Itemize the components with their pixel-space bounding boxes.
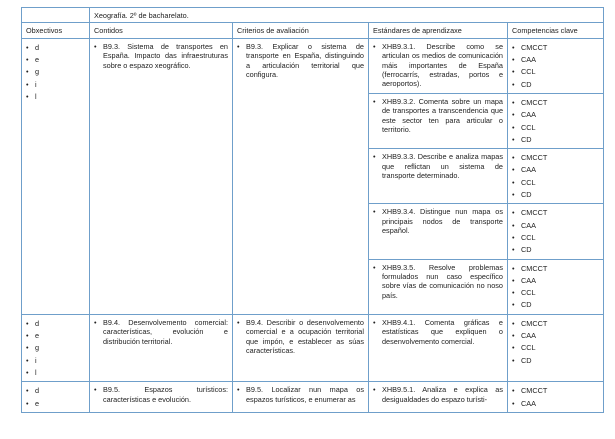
competencia-item: • CMCCT bbox=[512, 152, 599, 164]
competencia-item: • CMCCT bbox=[512, 207, 599, 219]
header-contidos: Contidos bbox=[90, 23, 233, 38]
competencia-item: • CMCCT bbox=[512, 97, 599, 109]
competencias-list bbox=[512, 318, 599, 367]
standard-cell bbox=[369, 259, 508, 314]
competencia-item: • CMCCT bbox=[512, 42, 599, 54]
contido-text: • B9.4. Desenvolvemento comercial: características, evolución e distribución territorial. bbox=[94, 318, 228, 346]
table-row bbox=[22, 314, 604, 381]
title-corner-cell bbox=[22, 8, 90, 23]
criterio-cell bbox=[233, 314, 369, 381]
competencia-item: • CAA bbox=[512, 164, 599, 176]
obxectivos-cell bbox=[22, 38, 90, 314]
standard-text: • XHB9.3.5. Resolve problemas formulados nun caso específico sobre vías de comunicación no noso país. bbox=[373, 263, 503, 301]
obxectivos-list bbox=[26, 318, 85, 379]
contido-text: • B9.3. Sistema de transportes en España. Impacto das infraestruturas sobre o espazo xeográfico. bbox=[94, 42, 228, 70]
competencia-item: • CAA bbox=[512, 398, 599, 410]
table-title: Xeografía. 2º de bacharelato. bbox=[90, 8, 604, 23]
competencia-item: • CD bbox=[512, 244, 599, 256]
obxectivo-item: • d bbox=[26, 385, 85, 397]
competencias-list bbox=[512, 42, 599, 91]
contido-cell bbox=[90, 38, 233, 314]
competencia-item: • CD bbox=[512, 79, 599, 91]
obxectivo-item: • e bbox=[26, 54, 85, 66]
obxectivos-cell bbox=[22, 314, 90, 381]
competencia-item: • CAA bbox=[512, 330, 599, 342]
obxectivo-item: • d bbox=[26, 318, 85, 330]
competencia-item: • CCL bbox=[512, 287, 599, 299]
standard-cell bbox=[369, 204, 508, 259]
competencias-cell bbox=[508, 204, 604, 259]
table-row bbox=[22, 382, 604, 413]
competencias-cell bbox=[508, 149, 604, 204]
competencias-list bbox=[512, 152, 599, 201]
title-row bbox=[22, 8, 604, 23]
obxectivo-item: • i bbox=[26, 79, 85, 91]
standard-cell bbox=[369, 314, 508, 381]
standard-text: • XHB9.3.1. Describe como se articulan os medios de comunicación máis importantes de España (ferrocarrís, estradas, portos e aeroportos). bbox=[373, 42, 503, 89]
criterio-text: • B9.3. Explicar o sistema de transporte en España, distinguindo a articulación territorial que configura. bbox=[237, 42, 364, 80]
competencia-item: • CCL bbox=[512, 232, 599, 244]
competencia-item: • CMCCT bbox=[512, 263, 599, 275]
competencia-item: • CMCCT bbox=[512, 318, 599, 330]
standard-text: • XHB9.3.4. Distingue nun mapa os principais nodos de transporte español. bbox=[373, 207, 503, 235]
obxectivos-list bbox=[26, 42, 85, 103]
competencias-list bbox=[512, 207, 599, 256]
competencias-list bbox=[512, 385, 599, 410]
competencia-item: • CD bbox=[512, 189, 599, 201]
obxectivo-item: • g bbox=[26, 66, 85, 78]
criterio-cell bbox=[233, 38, 369, 314]
standard-text: • XHB9.5.1. Analiza e explica as desigualdades do espazo turísti- bbox=[373, 385, 503, 404]
curriculum-table bbox=[21, 7, 604, 413]
competencia-item: • CCL bbox=[512, 122, 599, 134]
obxectivo-item: • l bbox=[26, 367, 85, 379]
criterio-cell bbox=[233, 382, 369, 413]
header-competencias: Competencias clave bbox=[508, 23, 604, 38]
competencia-item: • CAA bbox=[512, 275, 599, 287]
standard-text: • XHB9.4.1. Comenta gráficas e estatísticas que expliquen o desenvolvemento comercial. bbox=[373, 318, 503, 346]
competencia-item: • CAA bbox=[512, 220, 599, 232]
obxectivo-item: • l bbox=[26, 91, 85, 103]
header-obxectivos: Obxectivos bbox=[22, 23, 90, 38]
competencias-cell bbox=[508, 38, 604, 93]
competencias-cell bbox=[508, 382, 604, 413]
table-row bbox=[22, 38, 604, 93]
header-row bbox=[22, 23, 604, 38]
competencia-item: • CCL bbox=[512, 342, 599, 354]
obxectivo-item: • i bbox=[26, 355, 85, 367]
standard-cell bbox=[369, 94, 508, 149]
competencias-cell bbox=[508, 94, 604, 149]
contido-cell bbox=[90, 314, 233, 381]
standard-text: • XHB9.3.3. Describe e analiza mapas que reflictan un sistema de transporte determinado. bbox=[373, 152, 503, 180]
criterio-text: • B9.5. Localizar nun mapa os espazos turísticos, e enumerar as bbox=[237, 385, 364, 404]
competencia-item: • CCL bbox=[512, 66, 599, 78]
competencia-item: • CD bbox=[512, 134, 599, 146]
standard-text: • XHB9.3.2. Comenta sobre un mapa de transportes a transcendencia que este sector ten para articular o territorio. bbox=[373, 97, 503, 135]
criterio-text: • B9.4. Describir o desenvolvemento comercial e a ocupación territorial que impón, e establecer as súas características. bbox=[237, 318, 364, 356]
contido-text: • B9.5. Espazos turísticos: características e evolución. bbox=[94, 385, 228, 404]
competencia-item: • CCL bbox=[512, 177, 599, 189]
competencia-item: • CD bbox=[512, 299, 599, 311]
header-criterios: Criterios de avaliación bbox=[233, 23, 369, 38]
obxectivos-list bbox=[26, 385, 85, 410]
obxectivos-cell bbox=[22, 382, 90, 413]
competencia-item: • CAA bbox=[512, 109, 599, 121]
obxectivo-item: • d bbox=[26, 42, 85, 54]
competencia-item: • CD bbox=[512, 355, 599, 367]
competencias-cell bbox=[508, 314, 604, 381]
obxectivo-item: • e bbox=[26, 330, 85, 342]
competencias-list bbox=[512, 263, 599, 312]
competencia-item: • CMCCT bbox=[512, 385, 599, 397]
standard-cell bbox=[369, 38, 508, 93]
header-estandares: Estándares de aprendizaxe bbox=[369, 23, 508, 38]
competencia-item: • CAA bbox=[512, 54, 599, 66]
competencias-list bbox=[512, 97, 599, 146]
standard-cell bbox=[369, 382, 508, 413]
obxectivo-item: • g bbox=[26, 342, 85, 354]
obxectivo-item: • e bbox=[26, 398, 85, 410]
standard-cell bbox=[369, 149, 508, 204]
contido-cell bbox=[90, 382, 233, 413]
competencias-cell bbox=[508, 259, 604, 314]
